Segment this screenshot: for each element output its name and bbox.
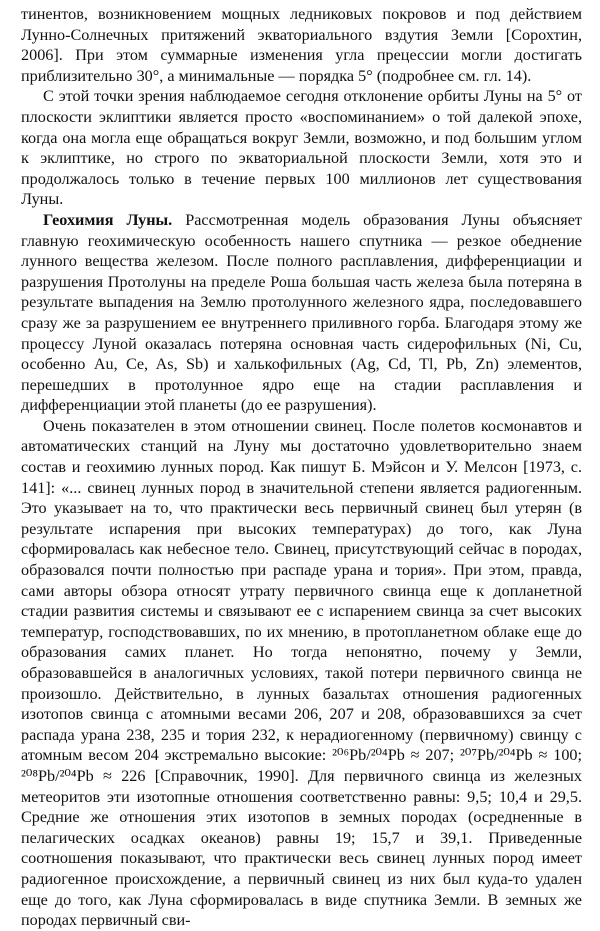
paragraph-moon-orbit-inclination: С этой точки зрения наблюдаемое сегодня отклонение орбиты Луны на 5° от плоскости эклиптики является просто «воспоминанием» о той далекой эпохе, когда она могла еще обращаться вокруг Земли, возможно, и под большим углом к эклиптике, но строго по экваториальной плоскости Земли, хотя это и продолжалось только в течение первых 100 миллионов лет существования Луны. [21, 87, 582, 209]
paragraph-moon-geochemistry [21, 210, 582, 416]
paragraph-continuation: тинентов, возникновением мощных ледниковых покровов и под действием Лунно-Солнечных притяжений экваториального вздутия Земли [Сорохтин, 2006]. При этом суммарные изменения угла прецессии могли достигать приблизительно 30°, а минимальные — порядка 5° (подробнее см. гл. 14). [21, 5, 582, 85]
paragraph-lead-isotopes: Очень показателен в этом отношении свинец. После полетов космонавтов и автоматических станций на Луну мы достаточно удовлетворительно знаем состав и геохимию лунных пород. Как пишут Б. Мэйсон и У. Мелсон [1973, с. 141]: «... свинец лунных пород в значительной степени является радиогенным. Это указывает на то, что практически весь первичный свинец был утерян (в результате испарения при высоких температурах) до того, как Луна сформировалась как небесное тело. Свинец, присутствующий сейчас в породах, образовался почти полностью при распаде урана и тория». При этом, правда, сами авторы обзора относят утрату первичного свинца еще к допланетной стадии развития системы и связывают ее с испарением свинца за счет высоких температур, господствовавших, по их мнению, в протопланетном облаке еще до образования самих планет. Но тогда непонятно, почему у Земли, образовавшейся в аналогичных условиях, такой потери первичного свинца не произошло. Действительно, в лунных базальтах отношения радиогенных изотопов свинца с атомными весами 206, 207 и 208, образовавшихся за счет распада урана 238, 235 и тория 232, к нерадиогенному (первичному) свинцу с атомным весом 204 экстремально высокие: ²⁰⁶Pb/²⁰⁴Pb ≈ 207; ²⁰⁷Pb/²⁰⁴Pb ≈ 100; ²⁰⁸Pb/²⁰⁴Pb ≈ 226 [Справочник, 1990]. Для первичного свинца из железных метеоритов эти изотопные отношения соответственно равны: 9,5; 10,4 и 29,5. Средние же отношения этих изотопов в земных породах (осредненные в пелагических осадках океанов) равны 19; 15,7 и 39,1. Приведенные соотношения показывают, что практически весь свинец лунных пород имеет радиогенное происхождение, а первичный свинец из них был куда-то удален еще до того, как Луна сформировалась в виде спутника Земли. В земных же породах первичный сви- [21, 416, 582, 930]
paragraph-moon-geochemistry-body: Рассмотренная модель образования Луны объясняет главную геохимическую особенность нашего спутника — резкое обеднение лунного вещества железом. После полного расплавления, дифференциации и разрушения Протолуны на пределе Роша большая часть железа была потеряна в результате выпадения на Землю протолунного железного ядра, последовавшего сразу же за разрушением ее внутреннего приливного горба. Благодаря этому же процессу Луной оказалась потеряна основная часть сидерофильных (Ni, Cu, особенно Au, Ce, As, Sb) и халькофильных (Ag, Cd, Tl, Pb, Zn) элементов, перешедших в протолунное ядро еще на стадии расплавления и дифференциации этой планеты (до ее разрушения). [21, 210, 582, 415]
section-heading-moon-geochemistry: Геохимия Луны. [43, 210, 173, 229]
